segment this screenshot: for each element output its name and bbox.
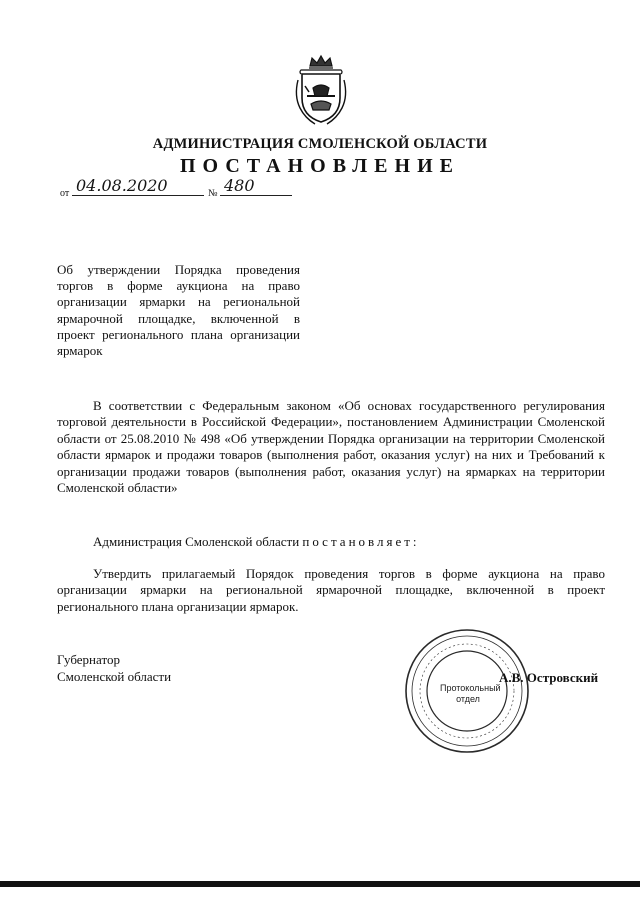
handwritten-date: 04.08.2020 [72, 176, 204, 196]
resolution-paragraph: Утвердить прилагаемый Порядок проведения торгов в форме аукциона на право организации ярмарки на региональной ярмарочной площадке, включенной в проект регионального плана организации ярмарок. [57, 566, 605, 614]
organization-title: АДМИНИСТРАЦИЯ СМОЛЕНСКОЙ ОБЛАСТИ [152, 136, 488, 152]
signer-name: А.В. Островский [499, 670, 599, 685]
signer-title-line1: Губернатор [57, 652, 120, 667]
stamp-inner-text [440, 683, 501, 705]
page-bottom-border [0, 881, 640, 887]
number-label: № [208, 188, 218, 199]
preamble-paragraph: В соответствии с Федеральным законом «Об основах государственного регулирования торговой деятельности в Российской Федерации», постановлением Администрации Смоленской области от 25.08.2010 № 498 «Об утверждении Порядка организации на территории Смоленской области ярмарок и продажи товаров (выполнения работ, оказания услуг) на них и Требований к организации продажи товаров (выполнения работ, оказания услуг) на ярмарках на территории Смоленской области» [57, 398, 605, 496]
document-type-title: ПОСТАНОВЛЕНИЕ [180, 155, 460, 177]
decree-subject: Администрация Смоленской области [93, 534, 300, 549]
signer-title [57, 651, 171, 685]
stamp-line2: отдел [456, 694, 480, 704]
decree-paragraph [57, 534, 605, 550]
date-label: от [60, 188, 70, 199]
stamp-line1: Протокольный [440, 683, 501, 693]
coat-of-arms-emblem [293, 52, 349, 126]
decree-verb: постановляет: [302, 534, 420, 549]
signer-title-line2: Смоленской области [57, 669, 172, 684]
handwritten-number: 480 [220, 176, 292, 196]
document-subject: Об утверждении Порядка проведения торгов в форме аукциона на право организации ярмарки на региональной ярмарочной площадке, включенной в проект регионального плана организации ярмарок [57, 262, 300, 359]
